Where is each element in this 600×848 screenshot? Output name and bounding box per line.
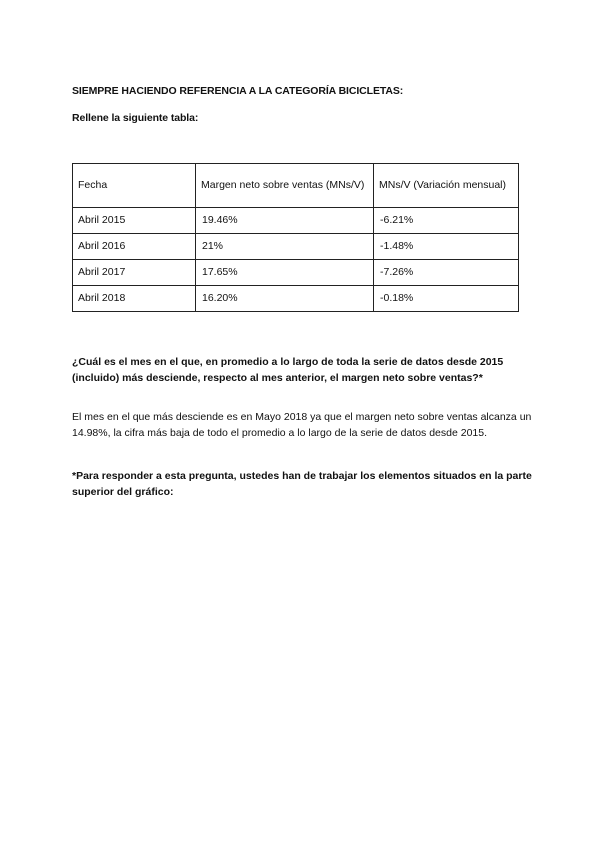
header-cell-variacion: MNs/V (Variación mensual)	[374, 164, 519, 208]
table-instruction: Rellene la siguiente tabla:	[72, 112, 199, 124]
table-row	[73, 260, 519, 286]
footnote-paragraph: *Para responder a esta pregunta, ustedes han de trabajar los elementos situados en la parte superior del gráfico:	[72, 470, 532, 498]
table-cell-variacion: -0.18%	[374, 286, 519, 312]
table-cell-margen: 21%	[196, 234, 374, 260]
table-cell-fecha: Abril 2017	[73, 260, 196, 286]
table-cell-margen: 16.20%	[196, 286, 374, 312]
table-cell-margen: 17.65%	[196, 260, 374, 286]
table-cell-fecha: Abril 2015	[73, 208, 196, 234]
header-cell-fecha: Fecha	[73, 164, 196, 208]
table-row	[73, 234, 519, 260]
table-cell-fecha: Abril 2016	[73, 234, 196, 260]
table-header-row	[73, 164, 519, 208]
table-cell-variacion: -7.26%	[374, 260, 519, 286]
answer-paragraph: El mes en el que más desciende es en Mayo 2018 ya que el margen neto sobre ventas alcanza un 14.98%, la cifra más baja de todo el promedio a lo largo de la serie de datos desde 2015.	[72, 411, 532, 439]
table-cell-variacion: -6.21%	[374, 208, 519, 234]
question-paragraph: ¿Cuál es el mes en el que, en promedio a lo largo de toda la serie de datos desde 2015 (incluido) más desciende, respecto al mes anterior, el margen neto sobre ventas?*	[72, 356, 504, 384]
table-row	[73, 286, 519, 312]
table-cell-margen: 19.46%	[196, 208, 374, 234]
header-cell-margen: Margen neto sobre ventas (MNs/V)	[196, 164, 374, 208]
table-cell-variacion: -1.48%	[374, 234, 519, 260]
data-table	[72, 163, 519, 312]
document-title: SIEMPRE HACIENDO REFERENCIA A LA CATEGORÍA BICICLETAS:	[72, 85, 404, 97]
table-cell-fecha: Abril 2018	[73, 286, 196, 312]
table-row	[73, 208, 519, 234]
